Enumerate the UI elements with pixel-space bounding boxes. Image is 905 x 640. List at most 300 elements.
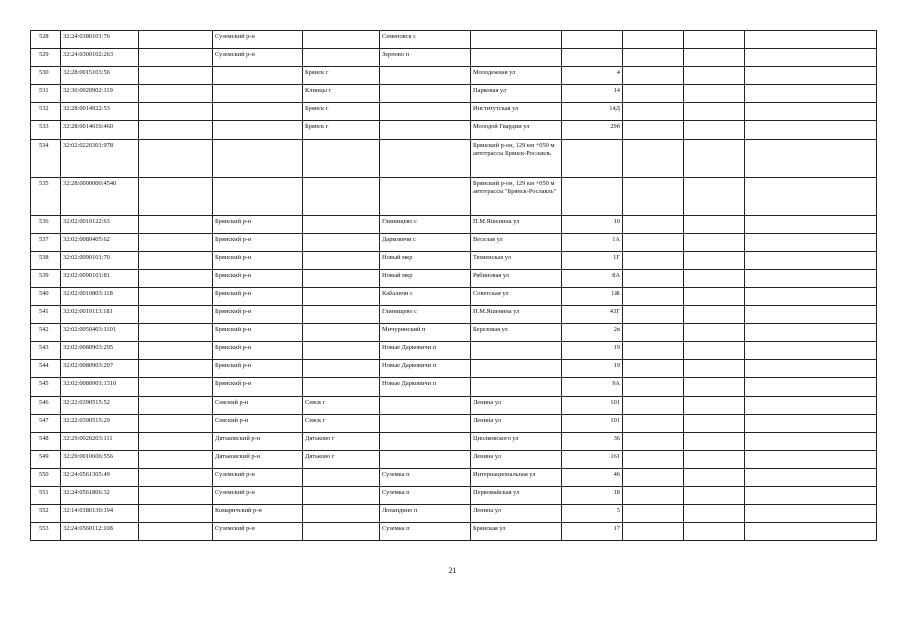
building-cell: [623, 251, 684, 269]
row-number-cell: 547: [31, 414, 61, 432]
house-cell: 9А: [562, 378, 623, 396]
row-number-cell: 540: [31, 287, 61, 305]
cadastral-number-cell: 32:28:0014610:460: [61, 121, 139, 139]
extra-cell-1: [684, 31, 745, 49]
district-cell: Комаричский р-н: [213, 505, 303, 523]
cadastral-number-cell: 32:02:0090101:81: [61, 269, 139, 287]
city-cell: Брянск г: [303, 67, 380, 85]
house-cell: 2в: [562, 324, 623, 342]
cadastral-number-cell: 32:30:0020902:119: [61, 85, 139, 103]
district-cell: [213, 67, 303, 85]
building-cell: [623, 269, 684, 287]
extra-cell-2: [745, 139, 877, 177]
street-cell: [471, 49, 562, 67]
settlement-cell: [380, 67, 471, 85]
region-cell: [139, 396, 213, 414]
table-row: [31, 177, 877, 215]
street-cell: Рябиновая ул: [471, 269, 562, 287]
region-cell: [139, 468, 213, 486]
house-cell: 17: [562, 523, 623, 541]
cadastral-number-cell: 32:24:0561806:32: [61, 486, 139, 504]
street-cell: Советская ул: [471, 287, 562, 305]
district-cell: Суземский р-н: [213, 486, 303, 504]
extra-cell-2: [745, 121, 877, 139]
extra-cell-1: [684, 324, 745, 342]
extra-cell-2: [745, 49, 877, 67]
cadastral-number-cell: 32:22:0390515:29: [61, 414, 139, 432]
settlement-cell: Мичуринский п: [380, 324, 471, 342]
table-row: [31, 215, 877, 233]
region-cell: [139, 342, 213, 360]
extra-cell-1: [684, 67, 745, 85]
cadastral-number-cell: 32:24:0300102:263: [61, 49, 139, 67]
extra-cell-2: [745, 177, 877, 215]
region-cell: [139, 523, 213, 541]
extra-cell-2: [745, 414, 877, 432]
extra-cell-1: [684, 414, 745, 432]
city-cell: [303, 31, 380, 49]
house-cell: 46: [562, 468, 623, 486]
district-cell: [213, 103, 303, 121]
house-cell: 8А: [562, 269, 623, 287]
extra-cell-2: [745, 287, 877, 305]
building-cell: [623, 215, 684, 233]
extra-cell-1: [684, 139, 745, 177]
extra-cell-2: [745, 233, 877, 251]
settlement-cell: [380, 450, 471, 468]
street-cell: Брянский р-он, 129 км +050 м автотрассы Брянск-Рославль: [471, 139, 562, 177]
building-cell: [623, 360, 684, 378]
registry-table: [30, 30, 877, 541]
house-cell: 36: [562, 432, 623, 450]
extra-cell-1: [684, 287, 745, 305]
row-number-cell: 538: [31, 251, 61, 269]
extra-cell-2: [745, 450, 877, 468]
settlement-cell: Семеновск с: [380, 31, 471, 49]
city-cell: [303, 269, 380, 287]
street-cell: Институтская ул: [471, 103, 562, 121]
settlement-cell: Суземка п: [380, 468, 471, 486]
district-cell: [213, 177, 303, 215]
row-number-cell: 537: [31, 233, 61, 251]
house-cell: 5: [562, 505, 623, 523]
house-cell: [562, 139, 623, 177]
settlement-cell: Зерново п: [380, 49, 471, 67]
table-row: [31, 287, 877, 305]
extra-cell-2: [745, 31, 877, 49]
cadastral-number-cell: 32:02:0010113:181: [61, 306, 139, 324]
city-cell: [303, 233, 380, 251]
row-number-cell: 536: [31, 215, 61, 233]
city-cell: [303, 342, 380, 360]
extra-cell-2: [745, 378, 877, 396]
street-cell: Ленина ул: [471, 396, 562, 414]
house-cell: 19: [562, 360, 623, 378]
region-cell: [139, 215, 213, 233]
region-cell: [139, 139, 213, 177]
city-cell: [303, 215, 380, 233]
table-row: [31, 360, 877, 378]
cadastral-number-cell: 32:14:0180130:194: [61, 505, 139, 523]
extra-cell-2: [745, 396, 877, 414]
extra-cell-1: [684, 360, 745, 378]
house-cell: [562, 177, 623, 215]
row-number-cell: 533: [31, 121, 61, 139]
extra-cell-1: [684, 505, 745, 523]
district-cell: Брянский р-н: [213, 269, 303, 287]
row-number-cell: 551: [31, 486, 61, 504]
cadastral-number-cell: 32:02:0220301:978: [61, 139, 139, 177]
building-cell: [623, 121, 684, 139]
extra-cell-2: [745, 85, 877, 103]
table-row: [31, 121, 877, 139]
row-number-cell: 552: [31, 505, 61, 523]
extra-cell-2: [745, 360, 877, 378]
house-cell: [562, 31, 623, 49]
building-cell: [623, 468, 684, 486]
region-cell: [139, 486, 213, 504]
table-row: [31, 378, 877, 396]
settlement-cell: [380, 85, 471, 103]
house-cell: 1Г: [562, 251, 623, 269]
cadastral-number-cell: 32:28:0014922:53: [61, 103, 139, 121]
settlement-cell: Новые Дарковичи п: [380, 342, 471, 360]
region-cell: [139, 103, 213, 121]
district-cell: Суземский р-н: [213, 49, 303, 67]
row-number-cell: 544: [31, 360, 61, 378]
city-cell: Дятьково г: [303, 450, 380, 468]
settlement-cell: Новый мкр: [380, 251, 471, 269]
city-cell: Дятьково г: [303, 432, 380, 450]
cadastral-number-cell: 32:28:0000000:4540: [61, 177, 139, 215]
district-cell: Дятьковский р-н: [213, 432, 303, 450]
district-cell: Брянский р-н: [213, 342, 303, 360]
row-number-cell: 532: [31, 103, 61, 121]
building-cell: [623, 287, 684, 305]
row-number-cell: 528: [31, 31, 61, 49]
cadastral-number-cell: 32:24:0380101:76: [61, 31, 139, 49]
street-cell: Ленина ул: [471, 505, 562, 523]
extra-cell-2: [745, 342, 877, 360]
region-cell: [139, 31, 213, 49]
building-cell: [623, 177, 684, 215]
city-cell: [303, 251, 380, 269]
city-cell: Севск г: [303, 414, 380, 432]
street-cell: [471, 31, 562, 49]
street-cell: Молодежная ул: [471, 67, 562, 85]
city-cell: Брянск г: [303, 121, 380, 139]
house-cell: 4: [562, 67, 623, 85]
house-cell: 101: [562, 396, 623, 414]
settlement-cell: Новый мкр: [380, 269, 471, 287]
extra-cell-2: [745, 324, 877, 342]
building-cell: [623, 523, 684, 541]
house-cell: 1Ж: [562, 287, 623, 305]
extra-cell-1: [684, 342, 745, 360]
region-cell: [139, 177, 213, 215]
extra-cell-2: [745, 251, 877, 269]
cadastral-number-cell: 32:02:0010122:63: [61, 215, 139, 233]
row-number-cell: 550: [31, 468, 61, 486]
table-row: [31, 414, 877, 432]
extra-cell-2: [745, 486, 877, 504]
row-number-cell: 541: [31, 306, 61, 324]
street-cell: П.М.Яшенина ул: [471, 306, 562, 324]
cadastral-number-cell: 32:24:0560112:108: [61, 523, 139, 541]
house-cell: 161: [562, 450, 623, 468]
row-number-cell: 542: [31, 324, 61, 342]
region-cell: [139, 287, 213, 305]
settlement-cell: [380, 414, 471, 432]
table-row: [31, 468, 877, 486]
cadastral-number-cell: 32:28:0015103:56: [61, 67, 139, 85]
row-number-cell: 549: [31, 450, 61, 468]
street-cell: Интернациональная ул: [471, 468, 562, 486]
extra-cell-2: [745, 432, 877, 450]
table-row: [31, 306, 877, 324]
region-cell: [139, 85, 213, 103]
building-cell: [623, 139, 684, 177]
cadastral-number-cell: 32:24:0561305:49: [61, 468, 139, 486]
extra-cell-1: [684, 396, 745, 414]
extra-cell-1: [684, 121, 745, 139]
extra-cell-1: [684, 215, 745, 233]
city-cell: [303, 505, 380, 523]
extra-cell-1: [684, 306, 745, 324]
extra-cell-2: [745, 468, 877, 486]
extra-cell-1: [684, 49, 745, 67]
region-cell: [139, 306, 213, 324]
row-number-cell: 535: [31, 177, 61, 215]
city-cell: [303, 287, 380, 305]
city-cell: [303, 49, 380, 67]
extra-cell-2: [745, 67, 877, 85]
cadastral-number-cell: 32:02:0090101:70: [61, 251, 139, 269]
city-cell: [303, 378, 380, 396]
table-row: [31, 251, 877, 269]
settlement-cell: [380, 396, 471, 414]
building-cell: [623, 432, 684, 450]
extra-cell-1: [684, 523, 745, 541]
street-cell: Березовая ул: [471, 324, 562, 342]
cadastral-number-cell: 32:29:0020203:111: [61, 432, 139, 450]
street-cell: Парковая ул: [471, 85, 562, 103]
cadastral-number-cell: 32:02:0050403:1101: [61, 324, 139, 342]
house-cell: 1А: [562, 233, 623, 251]
house-cell: 10: [562, 215, 623, 233]
cadastral-number-cell: 32:02:0080903:295: [61, 342, 139, 360]
building-cell: [623, 233, 684, 251]
region-cell: [139, 67, 213, 85]
district-cell: Суземский р-н: [213, 468, 303, 486]
extra-cell-1: [684, 103, 745, 121]
building-cell: [623, 49, 684, 67]
building-cell: [623, 450, 684, 468]
settlement-cell: Кабаличи с: [380, 287, 471, 305]
district-cell: Брянский р-н: [213, 251, 303, 269]
table-row: [31, 139, 877, 177]
building-cell: [623, 486, 684, 504]
table-row: [31, 269, 877, 287]
settlement-cell: Суземка п: [380, 486, 471, 504]
street-cell: [471, 360, 562, 378]
street-cell: Брянский р-он, 129 км +050 м автотрассы "Брянск-Рославль": [471, 177, 562, 215]
extra-cell-1: [684, 233, 745, 251]
street-cell: Тюменская ул: [471, 251, 562, 269]
extra-cell-2: [745, 103, 877, 121]
row-number-cell: 534: [31, 139, 61, 177]
city-cell: [303, 324, 380, 342]
region-cell: [139, 121, 213, 139]
settlement-cell: Глинищево с: [380, 306, 471, 324]
building-cell: [623, 306, 684, 324]
district-cell: Суземский р-н: [213, 523, 303, 541]
district-cell: Дятьковский р-н: [213, 450, 303, 468]
row-number-cell: 543: [31, 342, 61, 360]
district-cell: Брянский р-н: [213, 306, 303, 324]
district-cell: Брянский р-н: [213, 215, 303, 233]
extra-cell-1: [684, 269, 745, 287]
table-row: [31, 103, 877, 121]
district-cell: [213, 139, 303, 177]
row-number-cell: 546: [31, 396, 61, 414]
building-cell: [623, 324, 684, 342]
building-cell: [623, 378, 684, 396]
extra-cell-2: [745, 215, 877, 233]
settlement-cell: Дарковичи с: [380, 233, 471, 251]
settlement-cell: Лопандино п: [380, 505, 471, 523]
building-cell: [623, 342, 684, 360]
building-cell: [623, 85, 684, 103]
table-row: [31, 342, 877, 360]
row-number-cell: 553: [31, 523, 61, 541]
extra-cell-1: [684, 450, 745, 468]
building-cell: [623, 505, 684, 523]
extra-cell-2: [745, 269, 877, 287]
settlement-cell: [380, 121, 471, 139]
district-cell: Брянский р-н: [213, 233, 303, 251]
table-row: [31, 324, 877, 342]
cadastral-number-cell: 32:29:0010606:556: [61, 450, 139, 468]
extra-cell-1: [684, 468, 745, 486]
registry-table-body: [31, 31, 877, 541]
row-number-cell: 548: [31, 432, 61, 450]
district-cell: Брянский р-н: [213, 324, 303, 342]
table-row: [31, 233, 877, 251]
city-cell: [303, 468, 380, 486]
table-row: [31, 432, 877, 450]
house-cell: 101: [562, 414, 623, 432]
district-cell: Брянский р-н: [213, 287, 303, 305]
settlement-cell: [380, 432, 471, 450]
extra-cell-1: [684, 85, 745, 103]
cadastral-number-cell: 32:02:0080901:1310: [61, 378, 139, 396]
table-row: [31, 450, 877, 468]
row-number-cell: 529: [31, 49, 61, 67]
street-cell: Первомайская ул: [471, 486, 562, 504]
house-cell: 18: [562, 486, 623, 504]
region-cell: [139, 432, 213, 450]
street-cell: Веселая ул: [471, 233, 562, 251]
row-number-cell: 530: [31, 67, 61, 85]
region-cell: [139, 233, 213, 251]
building-cell: [623, 67, 684, 85]
page-number: 21: [448, 566, 457, 575]
house-cell: [562, 49, 623, 67]
district-cell: Суземский р-н: [213, 31, 303, 49]
extra-cell-2: [745, 505, 877, 523]
cadastral-number-cell: 32:02:0080405:62: [61, 233, 139, 251]
extra-cell-1: [684, 177, 745, 215]
street-cell: [471, 378, 562, 396]
house-cell: 19: [562, 342, 623, 360]
street-cell: Брянская ул: [471, 523, 562, 541]
cadastral-number-cell: 32:02:0010803:118: [61, 287, 139, 305]
house-cell: 14Д: [562, 103, 623, 121]
house-cell: 43Г: [562, 306, 623, 324]
district-cell: [213, 85, 303, 103]
city-cell: [303, 486, 380, 504]
building-cell: [623, 414, 684, 432]
extra-cell-1: [684, 486, 745, 504]
table-row: [31, 85, 877, 103]
table-row: [31, 396, 877, 414]
street-cell: Молодой Гвардии ул: [471, 121, 562, 139]
settlement-cell: Суземка п: [380, 523, 471, 541]
table-row: [31, 31, 877, 49]
extra-cell-2: [745, 306, 877, 324]
cadastral-number-cell: 32:02:0080903:297: [61, 360, 139, 378]
street-cell: Ленина ул: [471, 414, 562, 432]
settlement-cell: Новые Дарковичи п: [380, 360, 471, 378]
city-cell: [303, 360, 380, 378]
region-cell: [139, 269, 213, 287]
building-cell: [623, 103, 684, 121]
extra-cell-2: [745, 523, 877, 541]
row-number-cell: 539: [31, 269, 61, 287]
row-number-cell: 545: [31, 378, 61, 396]
settlement-cell: [380, 103, 471, 121]
region-cell: [139, 251, 213, 269]
region-cell: [139, 450, 213, 468]
cadastral-number-cell: 32:22:0390515:52: [61, 396, 139, 414]
city-cell: Клинцы г: [303, 85, 380, 103]
settlement-cell: Глинищево с: [380, 215, 471, 233]
district-cell: Севский р-н: [213, 396, 303, 414]
table-row: [31, 505, 877, 523]
region-cell: [139, 324, 213, 342]
table-row: [31, 49, 877, 67]
city-cell: Севск г: [303, 396, 380, 414]
row-number-cell: 531: [31, 85, 61, 103]
settlement-cell: Новые Дарковичи п: [380, 378, 471, 396]
street-cell: Циолковского ул: [471, 432, 562, 450]
table-row: [31, 523, 877, 541]
house-cell: 14: [562, 85, 623, 103]
city-cell: [303, 177, 380, 215]
street-cell: [471, 342, 562, 360]
region-cell: [139, 49, 213, 67]
extra-cell-1: [684, 251, 745, 269]
district-cell: [213, 121, 303, 139]
district-cell: Брянский р-н: [213, 378, 303, 396]
region-cell: [139, 505, 213, 523]
city-cell: [303, 523, 380, 541]
table-row: [31, 67, 877, 85]
extra-cell-1: [684, 378, 745, 396]
region-cell: [139, 360, 213, 378]
house-cell: 29б: [562, 121, 623, 139]
